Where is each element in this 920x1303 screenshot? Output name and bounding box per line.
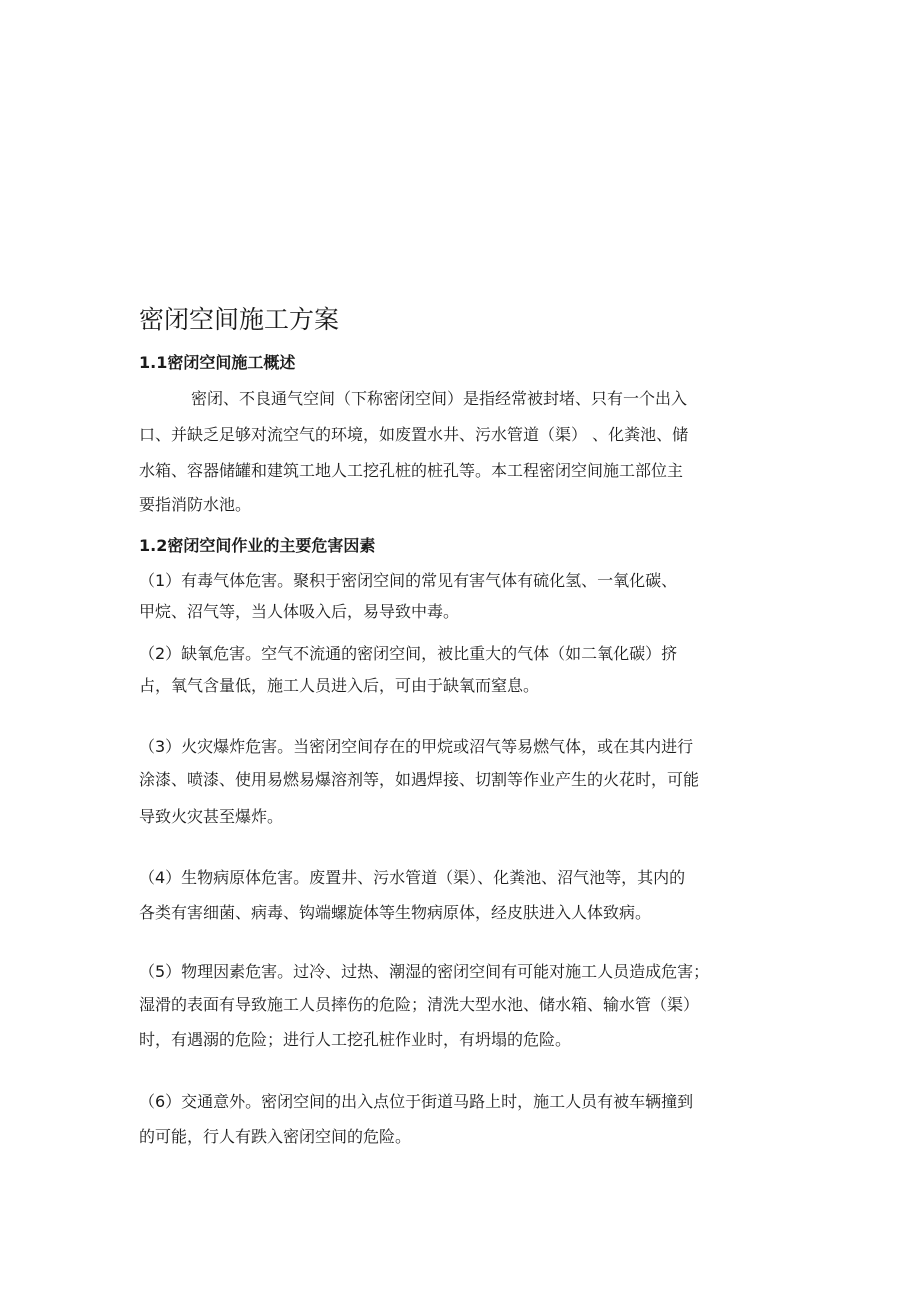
list-item-line: 时，有遇溺的危险；进行人工挖孔桩作业时，有坍塌的危险。 — [139, 1030, 572, 1049]
list-item-line: 湿滑的表面有导致施工人员摔伤的危险；清洗大型水池、储水箱、输水管（渠） — [139, 995, 700, 1014]
section-number: 1.1 — [139, 353, 168, 372]
section-number: 1.2 — [139, 536, 168, 555]
paragraph-line: 密闭、不良通气空间（下称密闭空间）是指经常被封堵、只有一个出入 — [191, 389, 688, 408]
section-title: 密闭空间施工概述 — [167, 353, 296, 372]
section-heading-1-1 — [139, 352, 295, 374]
list-item-line: 甲烷、沼气等，当人体吸入后，易导致中毒。 — [139, 602, 460, 621]
list-item-line: 占，氧气含量低，施工人员进入后，可由于缺氧而窒息。 — [139, 676, 540, 695]
list-item-line: 各类有害细菌、病毒、钩端螺旋体等生物病原体，经皮肤进入人体致病。 — [139, 903, 652, 922]
list-item-line: （5）物理因素危害。过冷、过热、潮湿的密闭空间有可能对施工人员造成危害； — [139, 962, 710, 981]
list-item-line: 涂漆、喷漆、使用易燃易爆溶剂等，如遇焊接、切割等作业产生的火花时，可能 — [139, 770, 700, 789]
section-title: 密闭空间作业的主要危害因素 — [167, 536, 376, 555]
list-item-line: 导致火灾甚至爆炸。 — [139, 807, 284, 826]
list-item-line: （4）生物病原体危害。废置井、污水管道（渠）、化粪池、沼气池等，其内的 — [139, 868, 686, 887]
paragraph-line: 口、并缺乏足够对流空气的环境，如废置水井、污水管道（渠） 、化粪池、储 — [139, 425, 689, 444]
list-item-line: （6）交通意外。密闭空间的出入点位于街道马路上时，施工人员有被车辆撞到 — [139, 1092, 694, 1111]
paragraph-line: 水箱、容器储罐和建筑工地人工挖孔桩的桩孔等。本工程密闭空间施工部位主 — [139, 461, 684, 480]
list-item-line: （1）有毒气体危害。聚积于密闭空间的常见有害气体有硫化氢、一氧化碳、 — [139, 571, 678, 590]
list-item-line: 的可能，行人有跌入密闭空间的危险。 — [139, 1127, 412, 1146]
list-item-line: （3）火灾爆炸危害。当密闭空间存在的甲烷或沼气等易燃气体，或在其内进行 — [139, 737, 694, 756]
list-item-line: （2）缺氧危害。空气不流通的密闭空间，被比重大的气体（如二氧化碳）挤 — [139, 644, 678, 663]
section-heading-1-2 — [139, 535, 375, 557]
document-title: 密闭空间施工方案 — [139, 305, 340, 334]
paragraph-line: 要指消防水池。 — [139, 495, 252, 514]
